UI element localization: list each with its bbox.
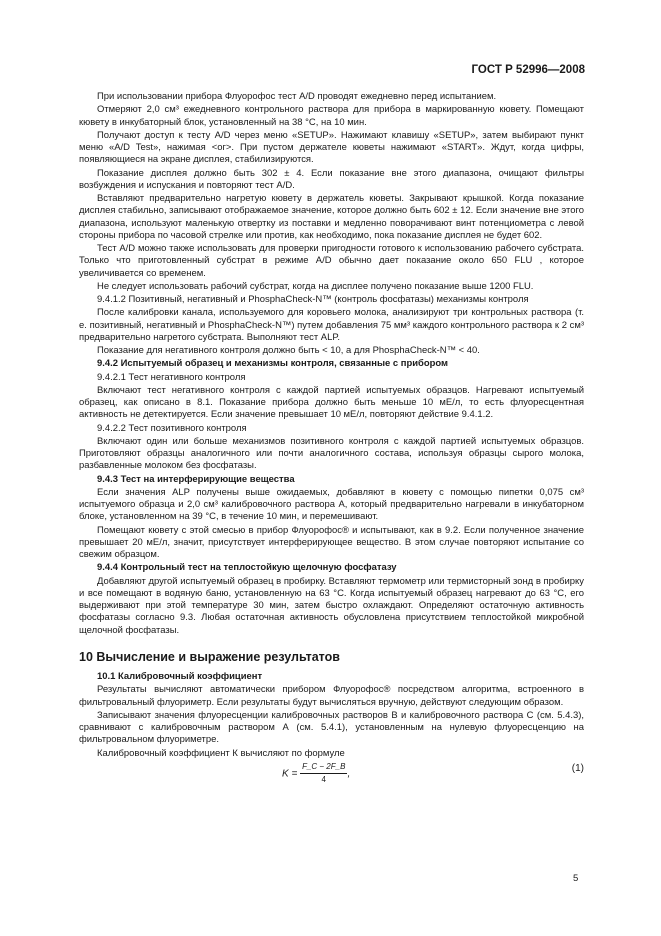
paragraph: Калибровочный коэффициент К вычисляют по формуле [97,747,345,759]
paragraph: 9.4.1.2 Позитивный, негативный и PhosphaCheck-N™ (контроль фосфатазы) механизмы контроля [97,294,529,305]
formula-lhs: K = [282,768,298,780]
paragraph: 9.4.2.2 Тест позитивного контроля [97,422,247,434]
paragraph: Включают тест негативного контроля с каждой партией испытуемых образцов. Нагревают испытуемый образец, как описано в 8.1. Показание прибора должно быть меньше 10 мЕ/л, то есть флуоресцентная активность не детектируется. Если значение превышает 10 мЕ/л, повторяют действие 9.4.1.2. [79,384,584,421]
paragraph: Добавляют другой испытуемый образец в пробирку. Вставляют термометр или термисторный зонд в пробирку и все помещают в водяную баню, установленную на 63 °С. Когда испытуемый образец нагревают до 63 °С, его выдерживают при этой температуре 30 мин, затем быстро охлаждают. Определяют остаточную активность фосфатазы согласно 9.3. Любая остаточная активность обусловлена присутствием теплостойкой микробной щелочной фосфатазы. [79,575,584,636]
subsection-heading: 10.1 Калибровочный коэффициент [97,671,263,682]
paragraph: При использовании прибора Флуорофос тест A/D проводят ежедневно перед испытанием. [97,91,497,102]
paragraph: Если значения ALP получены выше ожидаемых, добавляют в кювету с помощью пипетки 0,075 см³ испытуемого образца и 2,0 см³ калибровочного раствора А, который предварительно нагревали в инкубаторном блоке, установленном на 39 °С, в течение 10 мин, и перемешивают. [79,486,584,523]
paragraph: Включают один или больше механизмов позитивного контроля с каждой партией испытуемых образцов. Приготовляют образцы аналогичного или почти аналогичного состава, используя образцы сырого молока, разбавленные молоком без фосфатазы. [79,435,584,472]
paragraph: Помещают кювету с этой смесью в прибор Флуорофос® и испытывают, как в 9.2. Если полученное значение превышает 20 мЕ/л, значит, присутствует интерферирующее вещество. В этом случае повторяют испытание со свежим образцом. [79,524,584,560]
paragraph: Получают доступ к тесту A/D через меню «SETUP». Нажимают клавишу «SETUP», затем выбирают пункт меню «A/D Test», нажимая <ог>. При пустом держателе кюветы нажимают «START». Ждут, когда цифры, появляющиеся на экране дисплея, стабилизируются. [79,129,584,166]
formula-block [79,761,584,787]
paragraph: Вставляют предварительно нагретую кювету в держатель кюветы. Закрывают крышкой. Когда показание дисплея стабильно, записывают отображаемое значение, которое должно быть 602 ± 12. Если значение вне этого диапазона, используют маленькую отвертку из поставки и медленно поворачивают винт потенциометра с левой стороны прибора по часовой стрелке или против, как необходимо, пока показание дисплея не будет 602. [79,193,584,241]
formula-fraction [300,761,347,787]
subsection-heading: 9.4.2 Испытуемый образец и механизмы контроля, связанные с прибором [97,358,449,370]
formula-numerator: F_C − 2F_B [300,761,347,774]
paragraph: Показание дисплея должно быть 302 ± 4. Если показание вне этого диапазона, очищают фильтры возбуждения и испускания и повторяют тест A/D. [79,167,584,191]
paragraph: Записывают значения флуоресценции калибровочных растворов В и калибровочного раствора С (см. 5.4.3), сравнивают с калибровочным раствором А (см. 5.4.1), установленным на нулевую флуоресценцию на фильтровальном флуориметре. [79,709,584,746]
subsection-heading: 9.4.3 Тест на интерферирующие вещества [97,473,295,485]
paragraph: Отмеряют 2,0 см³ ежедневного контрольного раствора для прибора в маркированную кювету. Помещают кювету в инкубаторный блок, установленный на 38 °С, на 10 мин. [79,104,584,128]
formula-denominator: 4 [321,775,326,784]
paragraph: Результаты вычисляют автоматически прибором Флуорофос® посредством алгоритма, встроенного в фильтровальный флуориметр. Если результаты будут вычисляться вручную, действуют следующим образом. [79,684,584,708]
paragraph: Показание для негативного контроля должно быть < 10, а для PhosphaCheck-N™ < 40. [97,345,480,356]
paragraph: 9.4.2.1 Тест негативного контроля [97,371,246,383]
section-heading: 10 Вычисление и выражение результатов [79,649,340,664]
subsection-heading: 9.4.4 Контрольный тест на теплостойкую щелочную фосфатазу [97,562,397,574]
document-body [79,91,584,787]
standard-header: ГОСТ Р 52996—2008 [471,64,585,76]
paragraph: Не следует использовать рабочий субстрат, когда на дисплее получено показание выше 1200 FLU. [97,280,534,292]
formula-tail: , [347,768,351,780]
paragraph: После калибровки канала, используемого для коровьего молока, анализируют три контрольных раствора (т. е. позитивный, негативный и PhosphaCheck-N™) путем добавления 75 мм³ каждого контрольного раствора к 2 см³ предварительно нагретого субстрата. Выполняют тест ALP. [79,307,584,343]
formula-expression [282,761,350,787]
paragraph: Тест A/D можно также использовать для проверки пригодности готового к использованию рабочего субстрата. Только что приготовленный субстрат в режиме A/D обычно дает показание около 650 FLU , которое увеличивается со временем. [79,243,584,279]
formula-number: (1) [571,762,584,774]
page-number: 5 [573,873,579,884]
